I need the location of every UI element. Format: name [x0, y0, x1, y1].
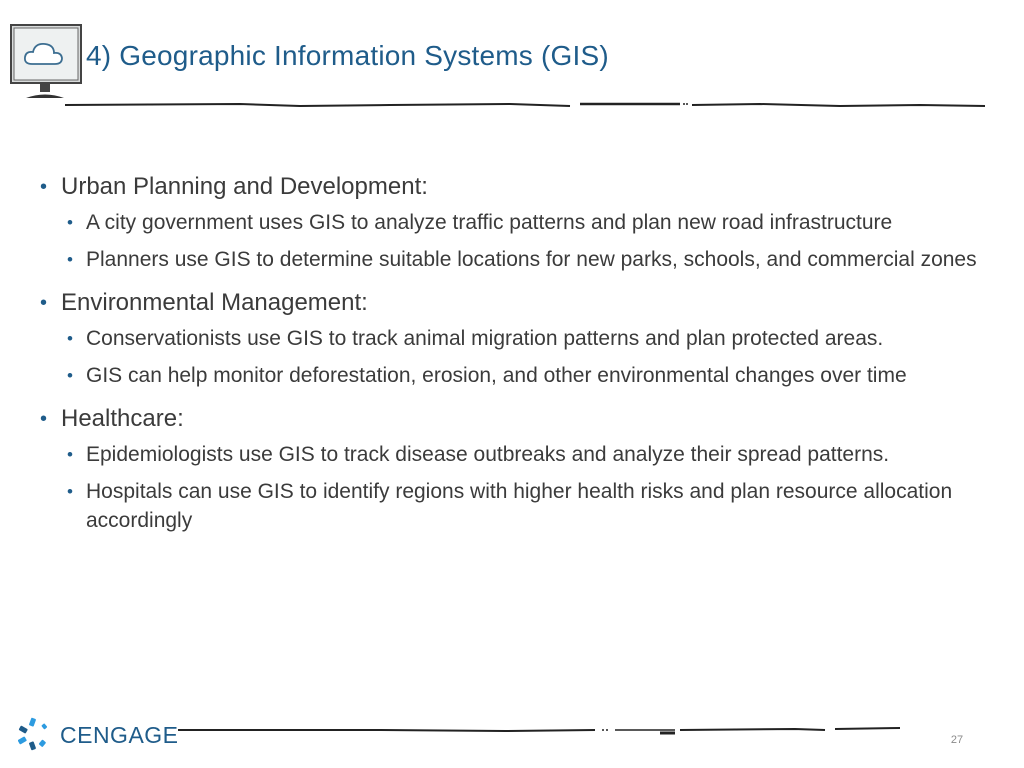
list-item	[65, 361, 990, 390]
cengage-logo	[18, 716, 179, 752]
bullet-icon: •	[40, 176, 48, 198]
bullet-icon: •	[67, 329, 73, 348]
bullet-icon: •	[40, 408, 48, 430]
logo-text: CENGAGE	[60, 722, 179, 748]
bullet-icon: •	[40, 292, 48, 314]
heading-text: Environmental Management:	[61, 289, 368, 316]
bullet-content	[40, 172, 990, 549]
bullet-icon: •	[67, 213, 73, 232]
item-text: A city government uses GIS to analyze traffic patterns and plan new road infrastructure	[86, 211, 893, 234]
list-item	[65, 477, 990, 535]
section-environmental-management	[40, 288, 990, 390]
page-number: 27	[950, 734, 964, 746]
section-heading	[40, 404, 990, 434]
section-urban-planning	[40, 172, 990, 274]
list-item	[65, 245, 990, 274]
heading-text: Urban Planning and Development:	[61, 173, 428, 200]
list-item	[65, 324, 990, 353]
item-text: Epidemiologists use GIS to track disease outbreaks and analyze their spread patterns.	[86, 443, 890, 466]
item-text: GIS can help monitor deforestation, erosion, and other environmental changes over time	[86, 364, 907, 387]
item-text: Conservationists use GIS to track animal migration patterns and plan protected areas.	[86, 327, 884, 350]
computer-monitor-cloud-icon	[8, 22, 82, 104]
bullet-icon: •	[67, 445, 73, 464]
item-text: Planners use GIS to determine suitable locations for new parks, schools, and commercial zones	[86, 248, 977, 271]
heading-text: Healthcare:	[61, 405, 184, 432]
list-item	[65, 440, 990, 469]
section-healthcare	[40, 404, 990, 535]
list-item	[65, 208, 990, 237]
bullet-icon: •	[67, 366, 73, 385]
bullet-icon: •	[67, 482, 73, 501]
bullet-icon: •	[67, 250, 73, 269]
title-divider-line	[60, 98, 990, 112]
item-text: Hospitals can use GIS to identify regions with higher health risks and plan resource allocation accordingly	[86, 480, 953, 532]
footer-divider-line	[175, 722, 905, 738]
cengage-logo-mark-icon	[18, 716, 52, 752]
section-heading	[40, 288, 990, 318]
slide-title: 4) Geographic Information Systems (GIS)	[86, 40, 609, 71]
section-heading	[40, 172, 990, 202]
